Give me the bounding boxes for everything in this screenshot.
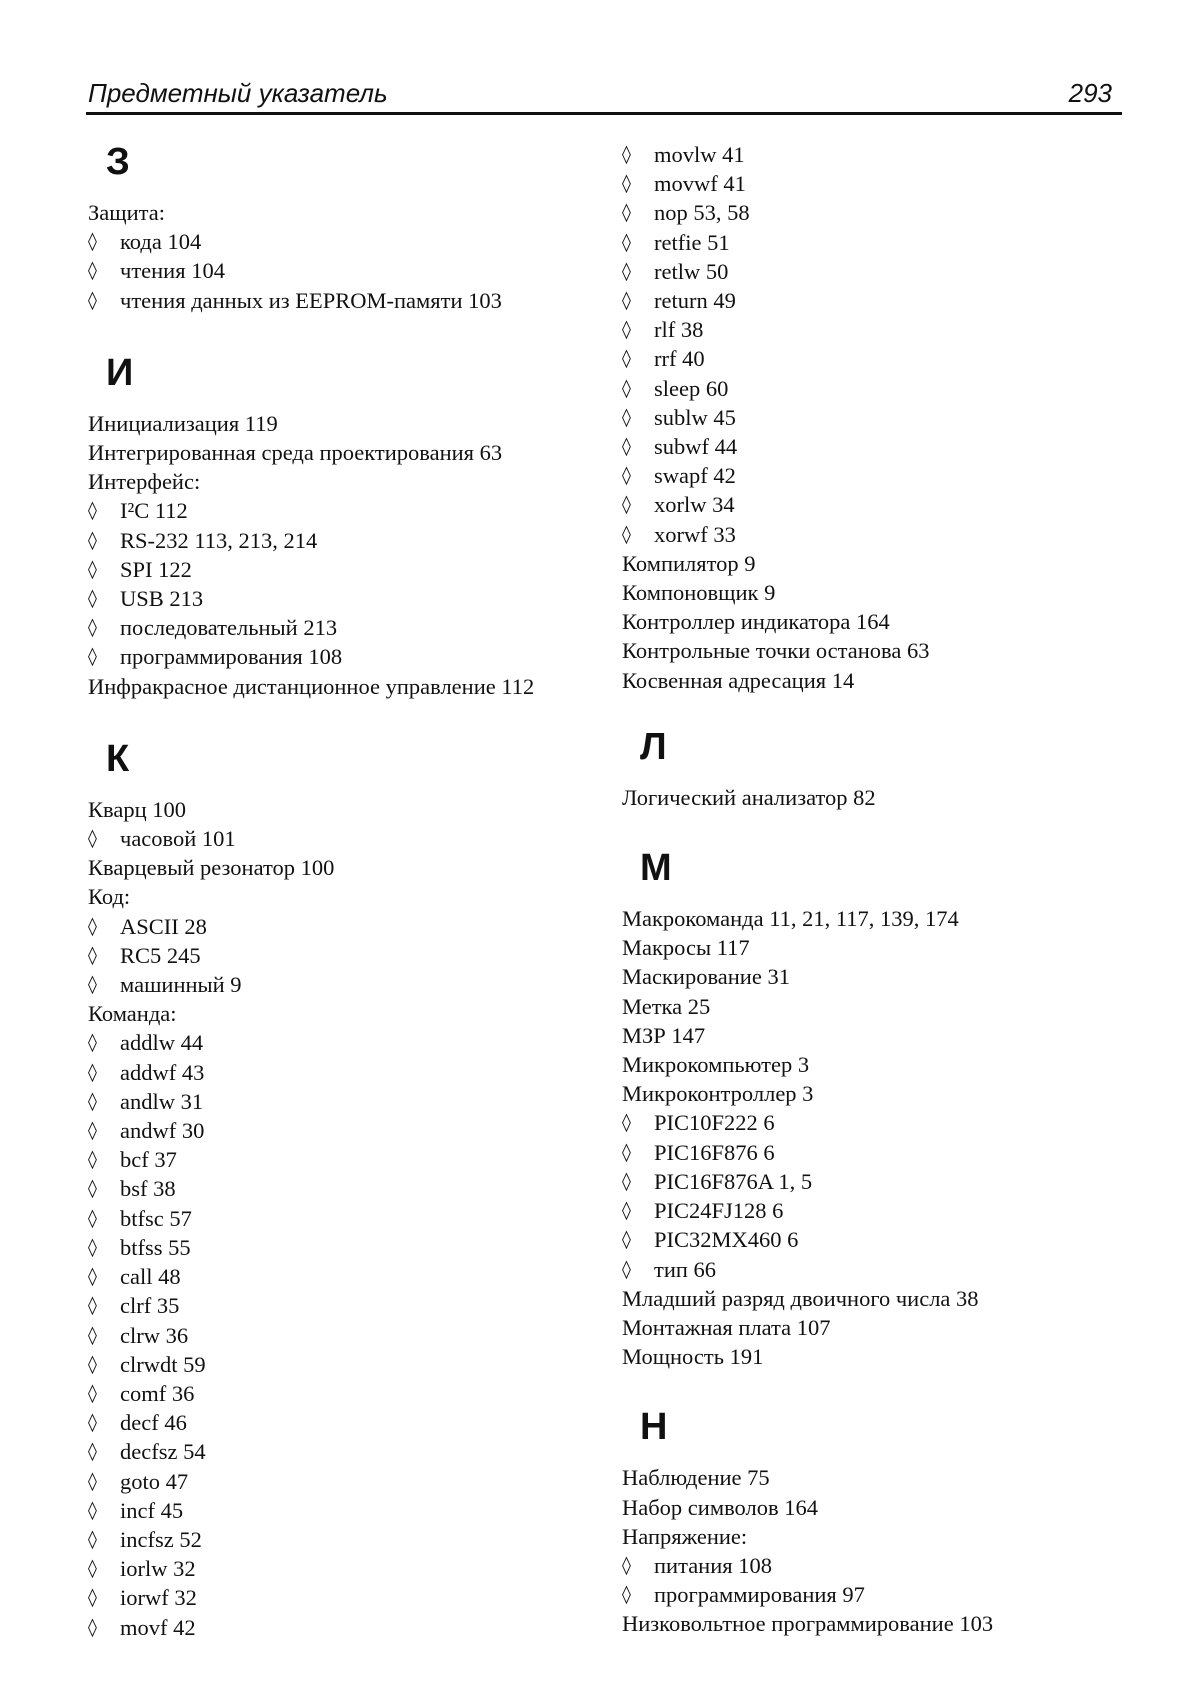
index-subentry: ◊ retfie 51 (622, 228, 1122, 257)
index-entry: Интегрированная среда проектирования 63 (88, 440, 503, 466)
index-entry: Компилятор 9 (622, 550, 756, 576)
entry-list (622, 1463, 1122, 1638)
index-subentry: ◊ clrwdt 59 (88, 1350, 608, 1379)
index-entry: Косвенная адресация 14 (622, 667, 855, 693)
index-entry: Защита: (88, 200, 165, 225)
index-subentry: ◊ PIC16F876 6 (622, 1138, 1122, 1167)
index-entry: Младший разряд двоичного числа 38 (622, 1285, 979, 1311)
index-subentry: ◊ чтения данных из EEPROM-памяти 103 (88, 286, 608, 315)
index-subentry: ◊ movf 42 (88, 1613, 608, 1642)
index-section (88, 351, 608, 701)
entry-list (622, 140, 1122, 695)
index-subentry: ◊ andlw 31 (88, 1087, 608, 1116)
index-subentry: ◊ sublw 45 (622, 403, 1122, 432)
index-entry: Макросы 117 (622, 935, 750, 961)
index-subentry: ◊ последовательный 213 (88, 613, 608, 642)
index-subentry: ◊ decfsz 54 (88, 1437, 608, 1466)
index-subentry: ◊ bsf 38 (88, 1174, 608, 1203)
index-subentry: ◊ subwf 44 (622, 432, 1122, 461)
section-letter: Л (640, 725, 667, 768)
index-subentry: ◊ I²C 112 (88, 496, 608, 525)
index-entry: МЗР 147 (622, 1022, 706, 1048)
index-subentry: ◊ nop 53, 58 (622, 198, 1122, 227)
entry-list (88, 795, 608, 1642)
index-subentry: ◊ PIC32MX460 6 (622, 1225, 1122, 1254)
index-entry: Инициализация 119 (88, 410, 278, 436)
left-column (88, 140, 608, 1642)
index-subentry: ◊ питания 108 (622, 1551, 1122, 1580)
entry-list (88, 409, 608, 701)
index-section (622, 725, 1122, 812)
index-entry: Микрокомпьютер 3 (622, 1052, 810, 1078)
index-subentry: ◊ addlw 44 (88, 1028, 608, 1057)
index-section (88, 140, 608, 315)
section-letter: Н (640, 1406, 668, 1449)
entry-list (88, 198, 608, 315)
index-subentry: ◊ тип 66 (622, 1255, 1122, 1284)
page-number: 293 (1068, 78, 1112, 108)
index-subentry: ◊ rrf 40 (622, 344, 1122, 373)
index-subentry: ◊ bcf 37 (88, 1145, 608, 1174)
index-entry: Микроконтроллер 3 (622, 1081, 814, 1107)
index-entry: Контрольные точки останова 63 (622, 638, 930, 664)
index-entry: Мощность 191 (622, 1344, 764, 1370)
section-letter: М (640, 847, 672, 890)
index-subentry: ◊ btfss 55 (88, 1233, 608, 1262)
index-section (88, 737, 608, 1642)
index-subentry: ◊ PIC16F876A 1, 5 (622, 1167, 1122, 1196)
index-subentry: ◊ RS-232 113, 213, 214 (88, 526, 608, 555)
index-entry: Набор символов 164 (622, 1494, 818, 1520)
index-subentry: ◊ andwf 30 (88, 1116, 608, 1145)
index-subentry: ◊ PIC24FJ128 6 (622, 1196, 1122, 1225)
index-subentry: ◊ return 49 (622, 286, 1122, 315)
index-subentry: ◊ decf 46 (88, 1408, 608, 1437)
index-entry: Контроллер индикатора 164 (622, 609, 890, 635)
index-subentry: ◊ clrw 36 (88, 1321, 608, 1350)
entry-list (622, 904, 1122, 1371)
index-section (622, 1405, 1122, 1638)
index-entry: Кварцевый резонатор 100 (88, 855, 335, 881)
index-entry: Монтажная плата 107 (622, 1314, 831, 1340)
index-subentry: ◊ xorwf 33 (622, 520, 1122, 549)
index-subentry: ◊ retlw 50 (622, 257, 1122, 286)
index-entry: Код: (88, 884, 131, 910)
index-subentry: ◊ addwf 43 (88, 1058, 608, 1087)
index-entry: Макрокоманда 11, 21, 117, 139, 174 (622, 906, 959, 932)
index-subentry: ◊ swapf 42 (622, 461, 1122, 490)
index-subentry: ◊ movlw 41 (622, 140, 1122, 169)
index-subentry: ◊ PIC10F222 6 (622, 1108, 1122, 1137)
right-column (622, 140, 1122, 1639)
index-entry: Метка 25 (622, 993, 711, 1019)
index-entry: Логический анализатор 82 (622, 784, 876, 810)
index-subentry: ◊ программирования 97 (622, 1580, 1122, 1609)
index-entry: Маскирование 31 (622, 964, 790, 990)
entry-list (622, 783, 1122, 812)
index-subentry: ◊ SPI 122 (88, 555, 608, 584)
section-letter: И (106, 351, 134, 394)
section-letter: З (106, 141, 130, 183)
index-subentry: ◊ comf 36 (88, 1379, 608, 1408)
index-entry: Команда: (88, 1001, 177, 1027)
index-entry: Компоновщик 9 (622, 580, 776, 606)
index-subentry: ◊ rlf 38 (622, 315, 1122, 344)
index-subentry: ◊ sleep 60 (622, 374, 1122, 403)
index-entry: Наблюдение 75 (622, 1465, 770, 1491)
index-subentry: ◊ xorlw 34 (622, 490, 1122, 519)
index-subentry: ◊ ASCII 28 (88, 912, 608, 941)
index-entry: Низковольтное программирование 103 (622, 1611, 994, 1637)
index-subentry: ◊ btfsc 57 (88, 1204, 608, 1233)
index-subentry: ◊ movwf 41 (622, 169, 1122, 198)
section-letter: К (106, 737, 130, 780)
index-subentry: ◊ goto 47 (88, 1467, 608, 1496)
index-subentry: ◊ clrf 35 (88, 1291, 608, 1320)
index-subentry: ◊ чтения 104 (88, 256, 608, 285)
index-subentry: ◊ incf 45 (88, 1496, 608, 1525)
index-subentry: ◊ call 48 (88, 1262, 608, 1291)
index-entry: Напряжение: (622, 1523, 748, 1549)
index-subentry: ◊ RC5 245 (88, 941, 608, 970)
index-section (622, 140, 1122, 695)
index-subentry: ◊ iorlw 32 (88, 1554, 608, 1583)
index-subentry: ◊ программирования 108 (88, 642, 608, 671)
index-subentry: ◊ машинный 9 (88, 970, 608, 999)
index-subentry: ◊ USB 213 (88, 584, 608, 613)
index-section (622, 846, 1122, 1371)
index-subentry: ◊ iorwf 32 (88, 1583, 608, 1612)
index-subentry: ◊ часовой 101 (88, 824, 608, 853)
index-entry: Инфракрасное дистанционное управление 112 (88, 673, 535, 699)
running-header-title: Предметный указатель (88, 78, 388, 108)
index-subentry: ◊ incfsz 52 (88, 1525, 608, 1554)
index-entry: Интерфейс: (88, 469, 201, 495)
header-rule (86, 112, 1122, 115)
index-subentry: ◊ кода 104 (88, 227, 608, 256)
index-entry: Кварц 100 (88, 796, 186, 822)
